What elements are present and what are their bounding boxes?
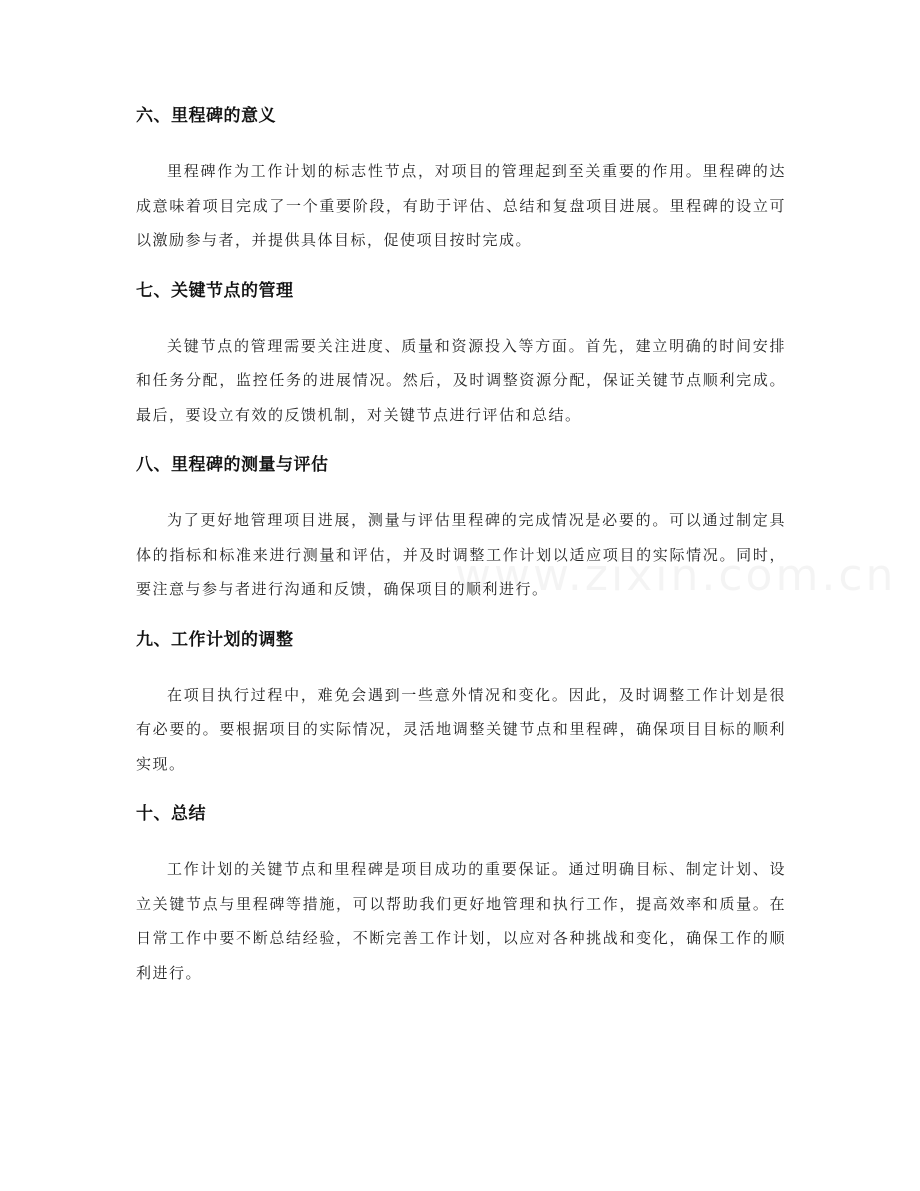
section-heading: 十、总结 [136, 804, 206, 824]
section-heading: 七、关键节点的管理 [136, 280, 294, 301]
section-heading: 八、里程碑的测量与评估 [136, 455, 329, 475]
document-body [136, 104, 786, 1011]
section-paragraph: 工作计划的关键节点和里程碑是项目成功的重要保证。通过明确目标、制定计划、设立关键节点与里程碑等措施，可以帮助我们更好地管理和执行工作，提高效率和质量。在日常工作中要不断总结经验，不断完善工作计划，以应对各种挑战和变化，确保工作的顺利进行。 [136, 860, 786, 982]
section-plan-adjustment [136, 628, 786, 782]
section-heading: 六、里程碑的意义 [136, 106, 276, 126]
section-paragraph: 在项目执行过程中，难免会遇到一些意外情况和变化。因此，及时调整工作计划是很有必要的。要根据项目的实际情况，灵活地调整关键节点和里程碑，确保项目目标的顺利实现。 [136, 685, 786, 773]
section-milestone-meaning [136, 104, 786, 258]
section-key-node-management [136, 279, 786, 433]
section-paragraph: 里程碑作为工作计划的标志性节点，对项目的管理起到至关重要的作用。里程碑的达成意味着项目完成了一个重要阶段，有助于评估、总结和复盘项目进展。里程碑的设立可以激励参与者，并提供具体目标，促使项目按时完成。 [136, 162, 786, 249]
section-milestone-measurement [136, 453, 786, 607]
section-paragraph: 关键节点的管理需要关注进度、质量和资源投入等方面。首先，建立明确的时间安排和任务分配，监控任务的进展情况。然后，及时调整资源分配，保证关键节点顺利完成。最后，要设立有效的反馈机制，对关键节点进行评估和总结。 [136, 336, 786, 424]
section-heading: 九、工作计划的调整 [136, 629, 294, 650]
section-summary [136, 802, 786, 990]
section-paragraph: 为了更好地管理项目进展，测量与评估里程碑的完成情况是必要的。可以通过制定具体的指标和标准来进行测量和评估，并及时调整工作计划以适应项目的实际情况。同时，要注意与参与者进行沟通和反馈，确保项目的顺利进行。 [136, 511, 786, 598]
